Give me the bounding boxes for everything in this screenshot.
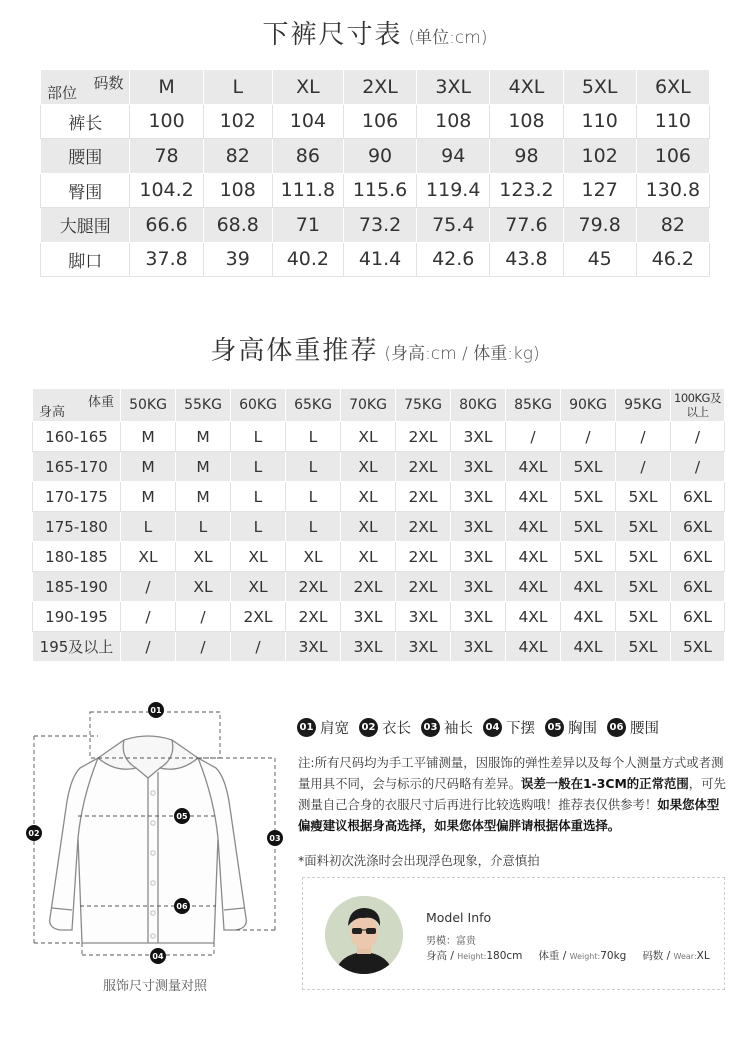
recommend-chart-title: 身高体重推荐 (身高:cm / 体重:kg) xyxy=(210,336,540,366)
model-weight: 体重 / Weight:70kg xyxy=(538,950,627,962)
size-row-label: 裤长 xyxy=(41,104,130,139)
size-header-row xyxy=(41,70,710,105)
size-value-cell: 108 xyxy=(203,173,272,208)
recommend-value-cell: 3XL xyxy=(451,542,506,572)
size-value-cell: 130.8 xyxy=(636,173,709,208)
recommend-value-cell: L xyxy=(231,512,286,542)
svg-text:04: 04 xyxy=(152,952,164,961)
model-avatar xyxy=(325,896,403,974)
recommend-value-cell: XL xyxy=(341,452,396,482)
size-value-cell: 127 xyxy=(563,173,636,208)
size-value-cell: 77.6 xyxy=(490,208,563,243)
recommend-value-cell: 3XL xyxy=(341,602,396,632)
size-value-cell: 110 xyxy=(563,104,636,139)
recommend-corner-cell xyxy=(33,389,121,422)
recommend-value-cell: 2XL xyxy=(396,482,451,512)
weight-header-cell: 65KG xyxy=(286,389,341,422)
size-value-cell: 123.2 xyxy=(490,173,563,208)
recommend-value-cell: XL xyxy=(341,512,396,542)
height-row-label: 195及以上 xyxy=(33,632,121,662)
height-row-label: 190-195 xyxy=(33,602,121,632)
size-value-cell: 102 xyxy=(563,139,636,174)
size-header-cell: L xyxy=(203,70,272,105)
legend-item-sleeve: 03 袖长 xyxy=(421,717,473,738)
size-value-cell: 110 xyxy=(636,104,709,139)
size-value-cell: 98 xyxy=(490,139,563,174)
corner-top-label: 体重 xyxy=(87,395,114,410)
corner-bottom-label: 身高 xyxy=(39,405,66,420)
recommend-value-cell: XL xyxy=(341,482,396,512)
shirt-measurement-diagram xyxy=(20,698,290,968)
recommend-value-cell: / xyxy=(671,452,725,482)
size-value-cell: 39 xyxy=(203,242,272,277)
size-value-cell: 73.2 xyxy=(343,208,416,243)
recommend-value-cell: M xyxy=(121,452,176,482)
recommend-value-cell: M xyxy=(176,452,231,482)
svg-text:06: 06 xyxy=(176,902,188,911)
svg-text:05: 05 xyxy=(176,812,188,821)
legend-item-hem: 04 下摆 xyxy=(483,717,535,738)
size-value-cell: 104.2 xyxy=(130,173,203,208)
model-name: 男模：富贵 xyxy=(426,936,476,947)
size-value-cell: 79.8 xyxy=(563,208,636,243)
recommend-value-cell: 3XL xyxy=(451,422,506,452)
size-value-cell: 102 xyxy=(203,104,272,139)
legend-item-chest: 05 胸围 xyxy=(545,717,597,738)
height-row-label: 180-185 xyxy=(33,542,121,572)
size-value-cell: 82 xyxy=(203,139,272,174)
recommend-value-cell: XL xyxy=(176,572,231,602)
weight-header-cell-last: 100KG及 以上 xyxy=(671,389,725,422)
size-chart-table xyxy=(40,69,710,277)
recommend-value-cell: 5XL xyxy=(616,632,671,662)
height-row-label: 175-180 xyxy=(33,512,121,542)
recommend-value-cell: 3XL xyxy=(451,482,506,512)
size-header-cell: 5XL xyxy=(563,70,636,105)
recommend-value-cell: 5XL xyxy=(671,632,725,662)
measurement-note: 注:所有尺码均为手工平铺测量，因服饰的弹性差异以及每个人测量方式或者测量用具不同，会与标示的尺码略有差异。误差一般在1-3CM的正常范围，可先测量自己合身的衣服尺寸后再进行比较选购哦！推荐表仅供参考！如果您体型偏瘦建议根据身高选择，如果您体型偏胖请根据体重选择。 xyxy=(298,755,726,833)
recommend-value-cell: 4XL xyxy=(561,572,616,602)
weight-header-cell: 50KG xyxy=(121,389,176,422)
recommend-value-cell: / xyxy=(561,422,616,452)
size-value-cell: 43.8 xyxy=(490,242,563,277)
marker-01 xyxy=(148,702,164,718)
weight-header-cell: 80KG xyxy=(451,389,506,422)
recommend-value-cell: 5XL xyxy=(616,542,671,572)
recommend-value-cell: M xyxy=(176,482,231,512)
recommend-header-row xyxy=(33,389,725,422)
recommend-value-cell: 5XL xyxy=(561,512,616,542)
recommend-row xyxy=(33,632,725,662)
recommend-value-cell: 3XL xyxy=(396,602,451,632)
recommend-value-cell: L xyxy=(231,422,286,452)
height-row-label: 170-175 xyxy=(33,482,121,512)
recommend-value-cell: 2XL xyxy=(231,602,286,632)
size-value-cell: 71 xyxy=(272,208,343,243)
size-header-cell: M xyxy=(130,70,203,105)
recommend-value-cell: 3XL xyxy=(451,602,506,632)
size-value-cell: 90 xyxy=(343,139,416,174)
size-header-cell: 6XL xyxy=(636,70,709,105)
corner-bottom-label: 部位 xyxy=(47,83,78,102)
weight-header-cell: 55KG xyxy=(176,389,231,422)
recommend-value-cell: 4XL xyxy=(506,602,561,632)
marker-04 xyxy=(150,948,166,964)
weight-header-cell: 60KG xyxy=(231,389,286,422)
size-row xyxy=(41,173,710,208)
recommend-value-cell: 2XL xyxy=(396,422,451,452)
recommend-value-cell: L xyxy=(121,512,176,542)
recommend-value-cell: L xyxy=(286,452,341,482)
recommend-value-cell: 4XL xyxy=(506,512,561,542)
recommend-value-cell: L xyxy=(286,422,341,452)
size-row xyxy=(41,242,710,277)
recommend-value-cell: M xyxy=(176,422,231,452)
size-value-cell: 94 xyxy=(417,139,490,174)
weight-header-cell: 85KG xyxy=(506,389,561,422)
recommend-value-cell: M xyxy=(121,422,176,452)
recommend-value-cell: L xyxy=(231,452,286,482)
recommend-value-cell: / xyxy=(616,422,671,452)
recommend-value-cell: M xyxy=(121,482,176,512)
size-value-cell: 100 xyxy=(130,104,203,139)
recommend-value-cell: 2XL xyxy=(396,542,451,572)
recommend-value-cell: / xyxy=(616,452,671,482)
legend-item-length: 02 衣长 xyxy=(359,717,411,738)
recommend-row xyxy=(33,482,725,512)
weight-header-cell: 90KG xyxy=(561,389,616,422)
recommend-row xyxy=(33,512,725,542)
size-value-cell: 41.4 xyxy=(343,242,416,277)
recommend-value-cell: / xyxy=(121,632,176,662)
marker-03 xyxy=(267,830,283,846)
size-value-cell: 119.4 xyxy=(417,173,490,208)
recommend-value-cell: 4XL xyxy=(506,632,561,662)
recommend-value-cell: 5XL xyxy=(616,512,671,542)
recommend-value-cell: 3XL xyxy=(451,632,506,662)
size-row-label: 臀围 xyxy=(41,173,130,208)
weight-header-cell: 70KG xyxy=(341,389,396,422)
recommend-value-cell: L xyxy=(286,482,341,512)
marker-05 xyxy=(174,808,190,824)
size-value-cell: 75.4 xyxy=(417,208,490,243)
size-value-cell: 82 xyxy=(636,208,709,243)
size-value-cell: 104 xyxy=(272,104,343,139)
recommend-value-cell: 5XL xyxy=(561,542,616,572)
recommend-value-cell: 4XL xyxy=(506,542,561,572)
weight-header-cell: 95KG xyxy=(616,389,671,422)
size-value-cell: 106 xyxy=(343,104,416,139)
legend-item-shoulder: 01 肩宽 xyxy=(297,717,349,738)
diagram-caption: 服饰尺寸测量对照 xyxy=(102,979,207,994)
recommend-value-cell: L xyxy=(286,512,341,542)
recommend-value-cell: XL xyxy=(231,572,286,602)
size-row xyxy=(41,208,710,243)
size-value-cell: 45 xyxy=(563,242,636,277)
size-row xyxy=(41,139,710,174)
recommend-value-cell: L xyxy=(231,482,286,512)
svg-text:02: 02 xyxy=(28,829,40,838)
size-value-cell: 111.8 xyxy=(272,173,343,208)
size-corner-cell xyxy=(41,70,130,105)
size-value-cell: 40.2 xyxy=(272,242,343,277)
recommend-value-cell: XL xyxy=(341,542,396,572)
model-info-title: Model Info xyxy=(426,910,492,925)
height-row-label: 160-165 xyxy=(33,422,121,452)
size-row-label: 腰围 xyxy=(41,139,130,174)
recommend-value-cell: XL xyxy=(231,542,286,572)
recommend-row xyxy=(33,422,725,452)
recommend-value-cell: 6XL xyxy=(671,542,725,572)
recommend-value-cell: 4XL xyxy=(506,482,561,512)
size-header-cell: 3XL xyxy=(417,70,490,105)
recommend-value-cell: 2XL xyxy=(396,512,451,542)
recommend-value-cell: 5XL xyxy=(561,452,616,482)
recommend-value-cell: 4XL xyxy=(561,632,616,662)
height-row-label: 165-170 xyxy=(33,452,121,482)
recommend-value-cell: 5XL xyxy=(561,482,616,512)
size-row-label: 大腿围 xyxy=(41,208,130,243)
recommend-row xyxy=(33,452,725,482)
recommend-value-cell: / xyxy=(121,572,176,602)
size-chart-title: 下裤尺寸表 (单位:cm) xyxy=(262,20,488,50)
size-header-cell: 4XL xyxy=(490,70,563,105)
model-height: 身高 / Height:180cm xyxy=(426,950,523,962)
model-wear-size: 码数 / Wear:XL xyxy=(642,950,710,962)
recommend-value-cell: 6XL xyxy=(671,482,725,512)
corner-top-label: 码数 xyxy=(93,74,124,92)
recommend-value-cell: 3XL xyxy=(451,572,506,602)
recommend-value-cell: XL xyxy=(121,542,176,572)
recommend-value-cell: / xyxy=(506,422,561,452)
recommend-value-cell: 3XL xyxy=(341,632,396,662)
recommend-value-cell: 2XL xyxy=(286,602,341,632)
recommend-row xyxy=(33,542,725,572)
marker-02 xyxy=(26,825,42,841)
recommend-row xyxy=(33,602,725,632)
recommend-value-cell: / xyxy=(176,602,231,632)
size-header-cell: XL xyxy=(272,70,343,105)
size-value-cell: 37.8 xyxy=(130,242,203,277)
recommend-value-cell: 5XL xyxy=(616,572,671,602)
size-value-cell: 108 xyxy=(417,104,490,139)
recommend-value-cell: 5XL xyxy=(616,482,671,512)
wash-note: *面料初次洗涤时会出现浮色现象，介意慎拍 xyxy=(298,853,540,868)
height-row-label: 185-190 xyxy=(33,572,121,602)
recommend-value-cell: 2XL xyxy=(341,572,396,602)
model-stats xyxy=(426,948,710,963)
size-value-cell: 108 xyxy=(490,104,563,139)
recommend-value-cell: XL xyxy=(286,542,341,572)
size-value-cell: 78 xyxy=(130,139,203,174)
size-value-cell: 106 xyxy=(636,139,709,174)
recommend-value-cell: / xyxy=(671,422,725,452)
recommend-value-cell: L xyxy=(176,512,231,542)
recommend-row xyxy=(33,572,725,602)
size-value-cell: 66.6 xyxy=(130,208,203,243)
recommend-value-cell: 4XL xyxy=(506,572,561,602)
size-value-cell: 46.2 xyxy=(636,242,709,277)
recommend-value-cell: 2XL xyxy=(396,452,451,482)
marker-06 xyxy=(174,898,190,914)
recommend-value-cell: XL xyxy=(341,422,396,452)
size-value-cell: 68.8 xyxy=(203,208,272,243)
size-value-cell: 42.6 xyxy=(417,242,490,277)
recommend-value-cell: XL xyxy=(176,542,231,572)
legend-item-waist: 06 腰围 xyxy=(607,717,659,738)
recommend-value-cell: / xyxy=(121,602,176,632)
recommend-chart-table xyxy=(32,388,725,662)
size-row xyxy=(41,104,710,139)
recommend-value-cell: 3XL xyxy=(286,632,341,662)
size-header-cell: 2XL xyxy=(343,70,416,105)
size-value-cell: 115.6 xyxy=(343,173,416,208)
size-row-label: 脚口 xyxy=(41,242,130,277)
weight-header-cell: 75KG xyxy=(396,389,451,422)
recommend-value-cell: 5XL xyxy=(616,602,671,632)
measurement-legend xyxy=(297,717,663,738)
recommend-value-cell: 2XL xyxy=(396,572,451,602)
recommend-value-cell: 6XL xyxy=(671,602,725,632)
svg-text:03: 03 xyxy=(269,834,281,843)
recommend-value-cell: 3XL xyxy=(396,632,451,662)
recommend-value-cell: / xyxy=(231,632,286,662)
recommend-value-cell: 6XL xyxy=(671,572,725,602)
recommend-value-cell: 4XL xyxy=(506,452,561,482)
recommend-value-cell: 3XL xyxy=(451,512,506,542)
recommend-value-cell: 4XL xyxy=(561,602,616,632)
recommend-value-cell: 3XL xyxy=(451,452,506,482)
svg-text:01: 01 xyxy=(150,706,162,715)
recommend-value-cell: / xyxy=(176,632,231,662)
model-info-card xyxy=(302,877,725,990)
recommend-value-cell: 6XL xyxy=(671,512,725,542)
recommend-value-cell: 2XL xyxy=(286,572,341,602)
size-value-cell: 86 xyxy=(272,139,343,174)
